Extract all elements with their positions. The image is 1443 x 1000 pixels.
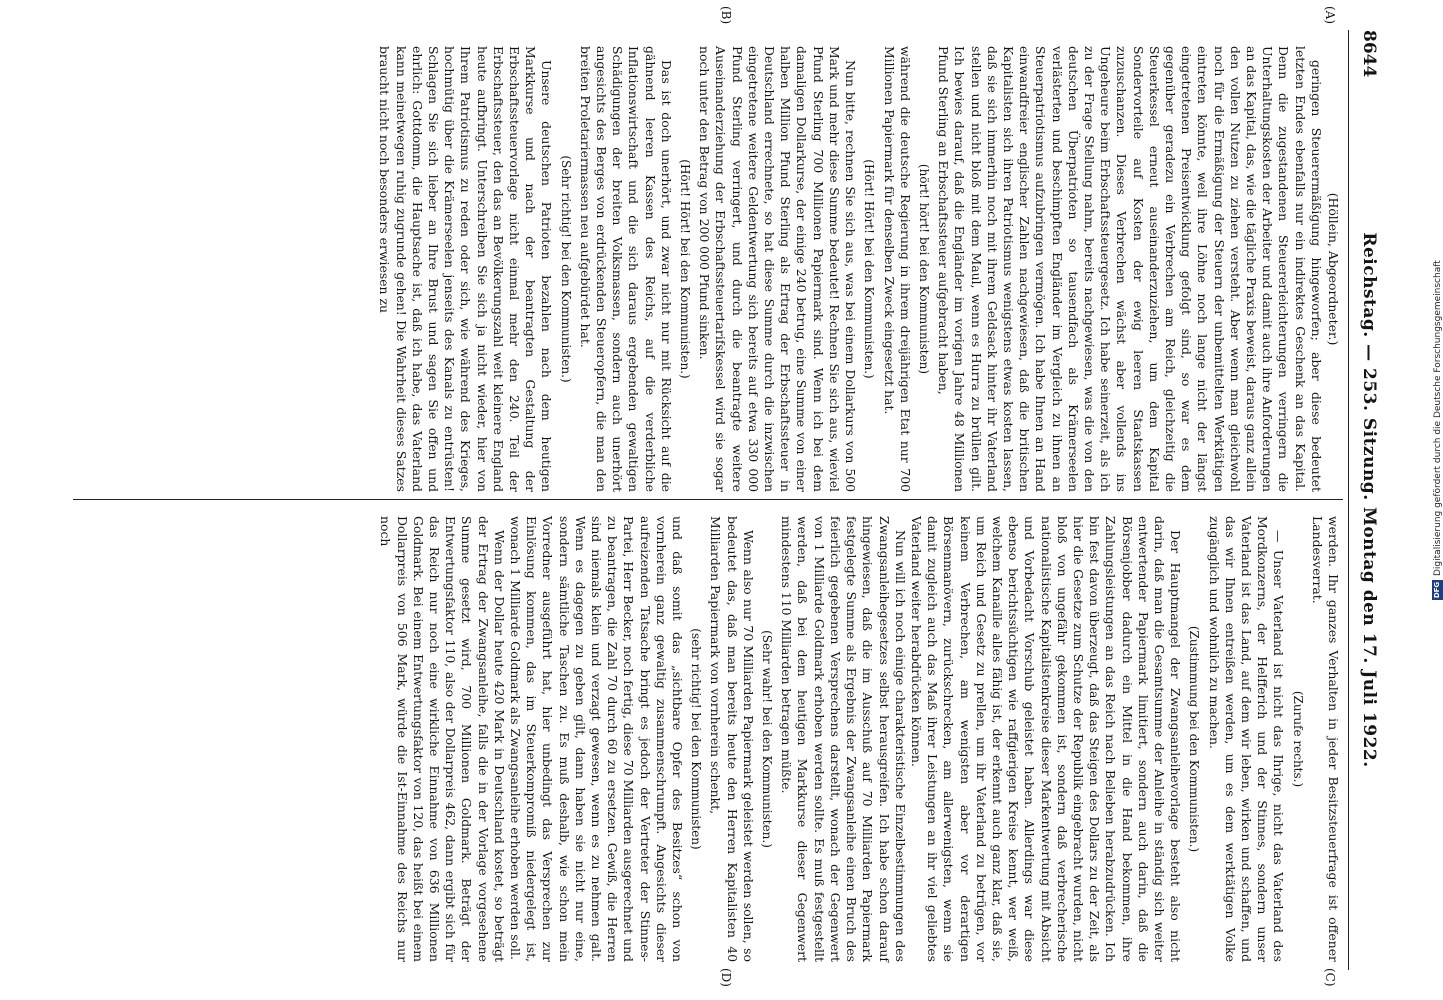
footer-text: Digitalisierung gefördert durch die Deutsche Forschungsgemeinschaft bbox=[1432, 260, 1443, 576]
interjection: (hört! hört! bei den Kommunisten) bbox=[916, 163, 931, 375]
interjection: (Sehr richtig! bei den Kommunisten.) bbox=[558, 155, 573, 383]
margin-mark-a: (A) bbox=[1323, 6, 1337, 25]
paragraph: Wenn der Dollar heute 420 Mark in Deutschland kostet, so beträgt der Ertrag der Zwangsanleihe, falls die in der Vorlage vorgesehene Summe gesetzt wird, 700 Millionen Goldmark. Beträgt der Entwertungsfaktor 110, also der Dollarpreis 462, dann ergibt sich für das Reich nur noch eine wirkliche Einnahme von 636 Millionen Goldmark. Bei einem Entwertungsfaktor von 120, das heißt bei einem Dollarpreis von 506 Mark, würde die Ist-Einnahme des Reichs nur noch bbox=[378, 516, 507, 962]
dfg-logo: DFG bbox=[1433, 581, 1441, 599]
paragraph: Nun bitte, rechnen Sie sich aus, was bei einem Dollarkurs von 500 Mark und mehr diese Summe bedeutet! Rechnen Sie sich aus, wieviel Pfund Sterling 700 Millionen Papiermark sind. Wenn ich bei dem damaligen Dollarkurse, der einige 240 betrug, eine Summe von einer halben Million Pfund Sterling als Ertrag der Erbschaftssteuer in Deutschland errechnete, so hat diese Summe durch die inzwischen eingetretene weitere Geldentwertung sich bereits auf etwa 330 000 Pfund Sterling verringert, und durch die beantragte weitere Auseinanderziehung der Erbschaftssteuertarifskessel wird sie sogar noch unter den Betrag von 200 000 Pfund sinken. bbox=[697, 46, 859, 492]
footer-line bbox=[1432, 210, 1443, 600]
margin-mark-d: (D) bbox=[719, 968, 733, 987]
running-title: Reichstag. — 253. Sitzung. Montag den 17. Juli 1922. bbox=[1359, 232, 1379, 768]
interjection: (Zustimmung bei den Kommunisten.) bbox=[1187, 625, 1202, 853]
paragraph: geringen Steuerermäßigung hingeworfen; aber diese bedeutet letzten Endes ebenfalls nur ein indirektes Geschenk an das Kapital. Denn die zugestandenen Steuererleichterungen verringern die Unterhaltungskosten der Arbeiter und damit auch ihre Anforderungen an das Kapital, das, wie die tägliche Praxis beweist, daraus ganz allein den vollen Nutzen zu ziehen versteht. Aber wenn man gleichwohl noch für die Ermäßigung der Steuern der unbemittelten Werktätigen eintreten könnte, weil ihre Löhne noch lange nicht der längst eingetretenen Preisentwicklung gefolgt sind, so war es dem gegenüber geradezu ein Verbrechen am Reich, gleichzeitig die Steuerkessel erneut auseinanderzuziehen, um dem Kapital Sondervorteile auf Kosten der ewig leeren Staatskassen zuzuschanzen. Dieses Verbrechen wächst aber vollends ins Ungeheure beim Erbschaftssteuergesetz. Ich habe seinerzeit, als ich zu der Frage Stellung nahm, bereits nachgewiesen, was die von den deutschen Überpatrioten so tausendfach als Krämerseelen verlästerten und beschimpften Engländer im Vergleich zu ihnen an Steuerpatriotismus aufzubringen vermögen. Ich habe Ihnen an Hand einwandfreier englischer Zahlen nachgewiesen, daß die britischen Kapitalisten sich ihren Patriotismus wenigstens etwas kosten lassen, daß sie sich immerhin noch mit ihrem Geldsack hinter ihr Vaterland stellen und nicht bloß mit dem Maul, wenn es Hurra zu brüllen gilt. Ich bewies darauf, daß die Engländer im vorigen Jahre 48 Millionen Pfund Sterling an Erbschaftssteuer aufgebracht haben, bbox=[936, 46, 1324, 492]
paragraph-continuation: und daß somit das „sichtbare Opfer des Besitzes“ schon von vornherein ganz gewaltig zusammenschrumpft. Angesichts dieser aufreizenden Tatsache bringt es jedoch der Vertreter der Stinnes-Partei, Herr Becker, noch fertig, diese 70 Milliarden ausgerechnet und zu beantragen, die Zahl 70 durch 60 zu ersetzen. Gewiß, die Herren sind niemals klein und verzagt gewesen, wenn es zu nehmen galt. Wenn es dagegen zu geben gilt, dann haben sie nicht nur eine, sondern sämtliche Taschen zu. Es muß deshalb, wie schon mein Vorredner ausgeführt hat, hier unbedingt das Versprechen zur Einlösung kommen, das im Steuerkompromiß niedergelegt ist, wonach 1 Milliarde Goldmark als Zwangsanleihe erhoben werden soll. bbox=[508, 516, 686, 962]
header-rule bbox=[1348, 30, 1349, 970]
speaker-line: (Höllein, Abgeordneter.) bbox=[1326, 192, 1341, 346]
interjection: (Hört! Hört! bei den Kommunisten.) bbox=[678, 159, 693, 379]
margin-mark-c: (C) bbox=[1323, 968, 1337, 987]
interjection: (sehr richtig! bei den Kommunisten) bbox=[689, 628, 704, 850]
interjection: (Zurufe rechts.) bbox=[1290, 690, 1305, 788]
right-column bbox=[71, 516, 1341, 962]
column-divider bbox=[73, 499, 1343, 500]
rotated-page-content bbox=[63, 0, 1393, 1000]
digitization-footer bbox=[1414, 0, 1443, 1000]
page-number: 8644 bbox=[1359, 30, 1379, 78]
paragraph: — Unser Vaterland ist nicht das Ihrige, nicht das Vaterland des Mordkonzerns, der Helfferich und der Stinnes, sondern unser Vaterland ist das Land, auf dem wir leben, wirken und schaffen, und das wir Ihnen entreißen werden, um es dem werktätigen Volke zugänglich und wohnlich zu machen. bbox=[1206, 516, 1287, 962]
paragraph: Das ist doch unerhört, und zwar nicht nur mit Rücksicht auf die gähnend leeren Kassen des Reichs, auf die verderbliche Inflationswirtschaft und die sich daraus ergebenden gewaltigen Schädigungen der breiten Volksmassen, sondern auch unerhört angesichts des Berges von erdrückenden Steueropfern, die man den breiten Proletariermassen neu aufgebürdet hat. bbox=[577, 46, 674, 492]
left-column bbox=[71, 46, 1341, 492]
paragraph-continuation: während die deutsche Regierung in ihrem dreijährigen Etat nur 700 Millionen Papiermark für denselben Zweck eingesetzt hat. bbox=[881, 46, 913, 492]
paragraph: Nun will ich noch einige charakteristische Einzelbestimmungen des Zwangsanleihegesetzes selbst herausgreifen. Ich habe schon darauf hingewiesen, daß die im Ausschuß auf 70 Milliarden Papiermark festgelegte Summe als Ergebnis der Zwangsanleihe einen Bruch des feierlich gegebenen Versprechens darstellt, wonach der Gegenwert von 1 Milliarde Goldmark erhoben werden sollte. Es muß festgestellt werden, daß bei dem heutigen Markkurse dieser Gegenwert mindestens 110 Milliarden betragen müßte. bbox=[779, 516, 908, 962]
interjection: (Sehr wahr! bei den Kommunisten.) bbox=[760, 630, 775, 848]
paragraph-continuation: werden. Ihr ganzes Verhalten in jeder Besitzsteuerfrage ist offener Landesverrat. bbox=[1309, 516, 1341, 962]
paragraph: Wenn also nur 70 Milliarden Papiermark geleistet werden sollen, so bedeutet das, daß man bereits heute den Herren Kapitalisten 40 Milliarden Papiermark von vornherein schenkt, bbox=[708, 516, 756, 962]
page-header bbox=[1351, 30, 1385, 970]
margin-mark-b: (B) bbox=[719, 6, 733, 25]
paragraph: Der Hauptmangel der Zwangsanleihevorlage besteht also nicht darin, daß man die Gesamtsumme der Anleihe in ständig sich weiter entwertender Papiermark limitiert, sondern auch darin, daß die Börsenjobber dadurch ein Mittel in die Hand bekommen, ihre Zahlungsleistungen an das Reich nach Belieben herabzudrücken. Ich bin fest davon überzeugt, daß das Steigen des Dollars zu der Zeit, als hier die Gesetze zum Schutze der Republik eingebracht wurden, nicht bloß von ungefähr gekommen ist, sondern daß verbrecherische nationalistische Kapitalistenkreise dieser Markentwertung mit Absicht und Vorbedacht Vorschub geleistet haben. Allerdings war diese ebenso berichtssüchtigen wie raffgierigen Kreise kennt, wer weiß, welchem Kanaille alles fähig ist, der erkennt auch ganz klar, daß sie, um Reich und Gesetz zu prellen, um ihr Vaterland zu betrügen, vor keinem Verbrechen, am wenigsten aber vor derartigen Börsenmanövern, zurückschrecken, am allerwenigsten, wenn sie damit zugleich auch das Maß ihrer Leistungen an ihr viel geliebtes Vaterland weiter herabdrücken können. bbox=[908, 516, 1184, 962]
interjection: (Hört! Hört! bei den Kommunisten.) bbox=[862, 159, 877, 379]
paragraph: Unsere deutschen Patrioten bezahlen nach dem heutigen Markkurse und nach der beantragten Gestaltung der Erbschaftssteuervorlage nicht einmal mehr den 240. Teil der Erbschaftssteuer, den das an Bevölkerungszahl weit kleinere England heute aufbringt. Unterschreiben Sie sich ja nicht wieder, hier von Ihrem Patriotismus zu reden oder sich, wie während des Krieges, hochmütig über die Krämerseelen jenseits des Kanals zu entrüsten! Schlagen Sie sich lieber an Ihre Brust und sagen Sie offen und ehrlich: Gottdomm, die Hauptsache ist, daß ich habe, das Vaterland kann meinetwegen ruhig zugrunde gehen! Die Wahrheit dieses Satzes braucht nicht noch besonders erwiesen zu bbox=[377, 46, 555, 492]
